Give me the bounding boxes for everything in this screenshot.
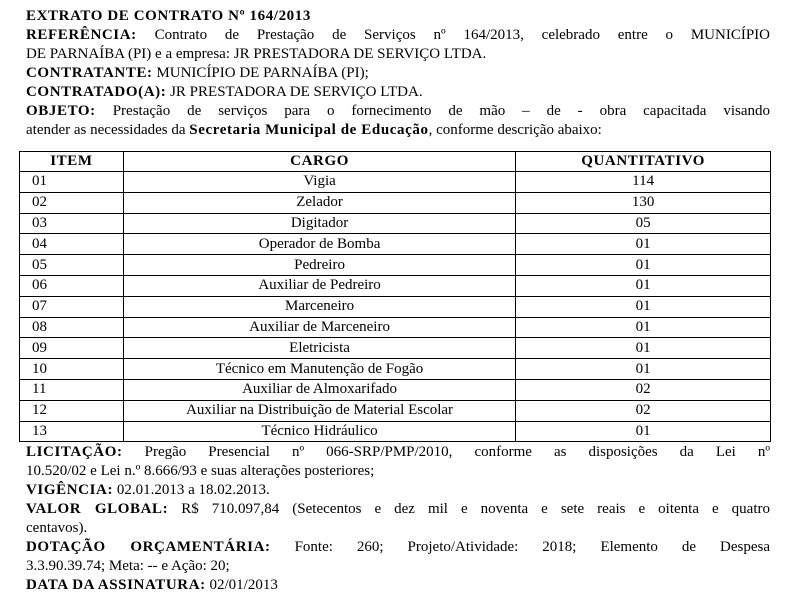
vigencia: VIGÊNCIA: 02.01.2013 a 18.02.2013. bbox=[26, 482, 270, 498]
table-header-row bbox=[20, 152, 771, 172]
table-row bbox=[20, 379, 771, 400]
referencia-line2: DE PARNAÍBA (PI) e a empresa: JR PRESTADORA DE SERVIÇO LTDA. bbox=[26, 46, 487, 62]
table-row bbox=[20, 234, 771, 255]
cargo-cell: Pedreiro bbox=[123, 255, 515, 276]
contract-header bbox=[26, 7, 770, 140]
quantitativo-cell: 01 bbox=[516, 234, 771, 255]
secretaria-name: Secretaria Municipal de Educação bbox=[189, 122, 429, 138]
objeto-line1: OBJETO: Prestação de serviços para o fornecimento de mão – de - obra capacitada visando bbox=[26, 103, 771, 119]
table-row bbox=[20, 192, 771, 213]
cargo-cell: Técnico Hidráulico bbox=[123, 421, 515, 442]
item-cell: 01 bbox=[20, 172, 124, 193]
item-cell: 04 bbox=[20, 234, 124, 255]
table-row bbox=[20, 213, 771, 234]
item-cell: 02 bbox=[20, 192, 124, 213]
item-cell: 05 bbox=[20, 255, 124, 276]
quantitativo-cell: 01 bbox=[516, 296, 771, 317]
quantitativo-cell: 01 bbox=[516, 255, 771, 276]
cargo-cell: Marceneiro bbox=[123, 296, 515, 317]
quantitativo-cell: 02 bbox=[516, 379, 771, 400]
item-cell: 07 bbox=[20, 296, 124, 317]
valor-global-line2: centavos). bbox=[26, 520, 88, 536]
quantitativo-cell: 01 bbox=[516, 359, 771, 380]
licitacao-label: LICITAÇÃO: bbox=[26, 444, 123, 460]
cargo-cell: Zelador bbox=[123, 192, 515, 213]
item-cell: 11 bbox=[20, 379, 124, 400]
table-row bbox=[20, 317, 771, 338]
cargo-cell: Eletricista bbox=[123, 338, 515, 359]
quantitativo-cell: 130 bbox=[516, 192, 771, 213]
objeto-label: OBJETO: bbox=[26, 103, 96, 119]
item-cell: 12 bbox=[20, 400, 124, 421]
quantitativo-cell: 01 bbox=[516, 275, 771, 296]
table-row bbox=[20, 359, 771, 380]
cargo-cell: Técnico em Manutenção de Fogão bbox=[123, 359, 515, 380]
table-row bbox=[20, 255, 771, 276]
licitacao-line2: 10.520/02 e Lei n.º 8.666/93 e suas alterações posteriores; bbox=[26, 463, 375, 479]
contratado: CONTRATADO(A): JR PRESTADORA DE SERVIÇO LTDA. bbox=[26, 84, 423, 100]
header-item: ITEM bbox=[20, 152, 124, 172]
valor-global-label: VALOR GLOBAL: bbox=[26, 501, 169, 517]
cargo-cell: Auxiliar de Pedreiro bbox=[123, 275, 515, 296]
contract-footer bbox=[26, 443, 770, 595]
dotacao-line2: 3.3.90.39.74; Meta: -- e Ação: 20; bbox=[26, 558, 230, 574]
quantitativo-cell: 01 bbox=[516, 317, 771, 338]
contratante: CONTRATANTE: MUNICÍPIO DE PARNAÍBA (PI); bbox=[26, 65, 369, 81]
quantitativo-cell: 01 bbox=[516, 338, 771, 359]
table-row bbox=[20, 338, 771, 359]
cargo-cell: Operador de Bomba bbox=[123, 234, 515, 255]
quantitativo-cell: 114 bbox=[516, 172, 771, 193]
item-cell: 06 bbox=[20, 275, 124, 296]
header-cargo: CARGO bbox=[123, 152, 515, 172]
cargo-cell: Auxiliar na Distribuição de Material Escolar bbox=[123, 400, 515, 421]
quantitativo-cell: 05 bbox=[516, 213, 771, 234]
data-assinatura-label: DATA DA ASSINATURA: bbox=[26, 577, 206, 593]
document-title: EXTRATO DE CONTRATO Nº 164/2013 bbox=[26, 8, 311, 24]
contratante-label: CONTRATANTE: bbox=[26, 65, 153, 81]
table-row bbox=[20, 296, 771, 317]
header-quantitativo: QUANTITATIVO bbox=[516, 152, 771, 172]
item-cell: 08 bbox=[20, 317, 124, 338]
quantitativo-cell: 02 bbox=[516, 400, 771, 421]
data-assinatura: DATA DA ASSINATURA: 02/01/2013 bbox=[26, 577, 278, 593]
table-row bbox=[20, 275, 771, 296]
referencia-label: REFERÊNCIA: bbox=[26, 27, 137, 43]
table-row bbox=[20, 172, 771, 193]
valor-global-line1: VALOR GLOBAL: R$ 710.097,84 (Setecentos e dez mil e noventa e sete reais e oitenta e quatro bbox=[26, 501, 771, 517]
cargo-cell: Auxiliar de Marceneiro bbox=[123, 317, 515, 338]
item-cell: 13 bbox=[20, 421, 124, 442]
quantitativo-cell: 01 bbox=[516, 421, 771, 442]
cargo-cell: Auxiliar de Almoxarifado bbox=[123, 379, 515, 400]
dotacao-label: DOTAÇÃO ORÇAMENTÁRIA: bbox=[26, 539, 271, 555]
objeto-line2: atender as necessidades da Secretaria Municipal de Educação, conforme descrição abaixo: bbox=[26, 122, 602, 138]
licitacao-line1: LICITAÇÃO: Pregão Presencial nº 066-SRP/PMP/2010, conforme as disposições da Lei nº bbox=[26, 444, 770, 460]
dotacao-line1: DOTAÇÃO ORÇAMENTÁRIA: Fonte: 260; Projeto/Atividade: 2018; Elemento de Despesa bbox=[26, 539, 770, 555]
cargo-table bbox=[19, 151, 771, 442]
contratado-label: CONTRATADO(A): bbox=[26, 84, 167, 100]
vigencia-label: VIGÊNCIA: bbox=[26, 482, 114, 498]
item-cell: 09 bbox=[20, 338, 124, 359]
table-row bbox=[20, 400, 771, 421]
table-row bbox=[20, 421, 771, 442]
cargo-cell: Vigia bbox=[123, 172, 515, 193]
item-cell: 10 bbox=[20, 359, 124, 380]
item-cell: 03 bbox=[20, 213, 124, 234]
referencia-line1: REFERÊNCIA: Contrato de Prestação de Serviços nº 164/2013, celebrado entre o MUNICÍPIO bbox=[26, 27, 770, 43]
cargo-cell: Digitador bbox=[123, 213, 515, 234]
